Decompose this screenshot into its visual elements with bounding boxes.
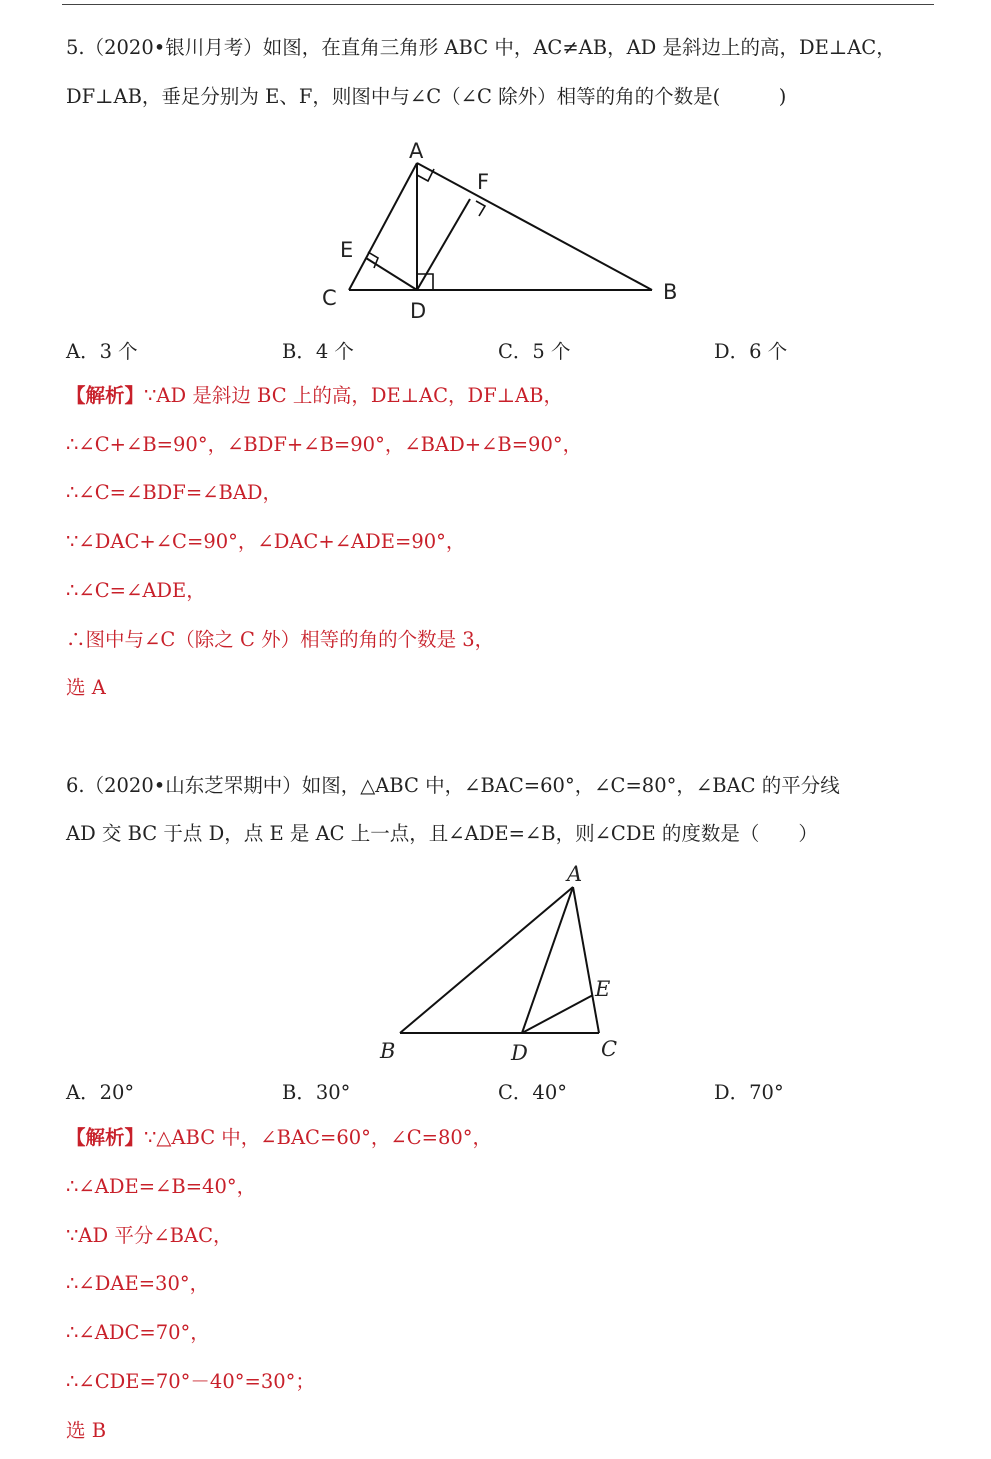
q5-analysis-line-6: ∴图中与∠C（除之 C 外）相等的角的个数是 3，	[66, 628, 495, 651]
q5-label-A: A	[409, 139, 424, 163]
q5-analysis-line-4: ∵∠DAC+∠C=90°，∠DAC+∠ADE=90°，	[66, 530, 466, 553]
q6-label-B: B	[380, 1039, 396, 1063]
q6-analysis-line-1: 【解析】∵△ABC 中，∠BAC=60°，∠C=80°，	[66, 1126, 493, 1149]
q5-option-b: B．4 个	[282, 340, 354, 363]
q5-label-D: D	[410, 299, 427, 323]
q5-analysis-line-5: ∴∠C=∠ADE，	[66, 579, 206, 602]
top-rule	[62, 4, 934, 5]
q6-label-D: D	[511, 1041, 528, 1065]
q5-stem-line-1: 5.（2020•银川月考）如图，在直角三角形 ABC 中，AC≠AB，AD 是斜边上的高，DE⊥AC，	[66, 36, 896, 59]
q5-analysis-line-1: 【解析】∵AD 是斜边 BC 上的高，DE⊥AC，DF⊥AB，	[66, 384, 563, 407]
q6-stem-line-2: AD 交 BC 于点 D，点 E 是 AC 上一点，且∠ADE=∠B，则∠CDE 的度数是（ ）	[66, 822, 818, 845]
q6-stem-line-1: 6.（2020•山东芝罘期中）如图，△ABC 中，∠BAC=60°，∠C=80°，∠BAC 的平分线	[66, 774, 840, 797]
q5-label-C: C	[322, 286, 337, 310]
q6-option-d: D．70°	[714, 1081, 784, 1104]
q6-label-C: C	[601, 1037, 618, 1061]
q5-option-a: A．3 个	[66, 340, 138, 363]
q6-label-E: E	[595, 977, 611, 1001]
q5-option-c: C．5 个	[498, 340, 571, 363]
q6-option-a: A．20°	[66, 1081, 135, 1104]
q5-triangle-figure	[310, 130, 700, 330]
q5-analysis-tag: 【解析】	[66, 384, 145, 407]
q5-analysis-line-2: ∴∠C+∠B=90°，∠BDF+∠B=90°，∠BAD+∠B=90°，	[66, 433, 583, 456]
q5-analysis-line-3: ∴∠C=∠BDF=∠BAD，	[66, 481, 283, 504]
q6-analysis-line-3: ∵AD 平分∠BAC，	[66, 1224, 233, 1247]
q6-label-A: A	[567, 862, 583, 886]
q5-stem-line-2: DF⊥AB，垂足分别为 E、F，则图中与∠C（∠C 除外）相等的角的个数是( )	[66, 85, 787, 108]
q5-label-E: E	[340, 238, 354, 262]
q5-option-d: D．6 个	[714, 340, 788, 363]
q5-label-B: B	[663, 280, 678, 304]
q6-analysis-line-5: ∴∠ADC=70°，	[66, 1321, 210, 1344]
q6-option-c: C．40°	[498, 1081, 567, 1104]
q6-triangle-figure	[370, 855, 630, 1070]
q6-option-b: B．30°	[282, 1081, 351, 1104]
q5-answer: 选 A	[66, 676, 106, 699]
q6-analysis-tag: 【解析】	[66, 1126, 145, 1149]
q6-answer: 选 B	[66, 1419, 107, 1442]
q6-analysis-line-6: ∴∠CDE=70°－40°=30°；	[66, 1370, 315, 1393]
q5-label-F: F	[477, 170, 490, 194]
q6-analysis-line-2: ∴∠ADE=∠B=40°，	[66, 1175, 257, 1198]
q6-analysis-line-4: ∴∠DAE=30°，	[66, 1272, 210, 1295]
